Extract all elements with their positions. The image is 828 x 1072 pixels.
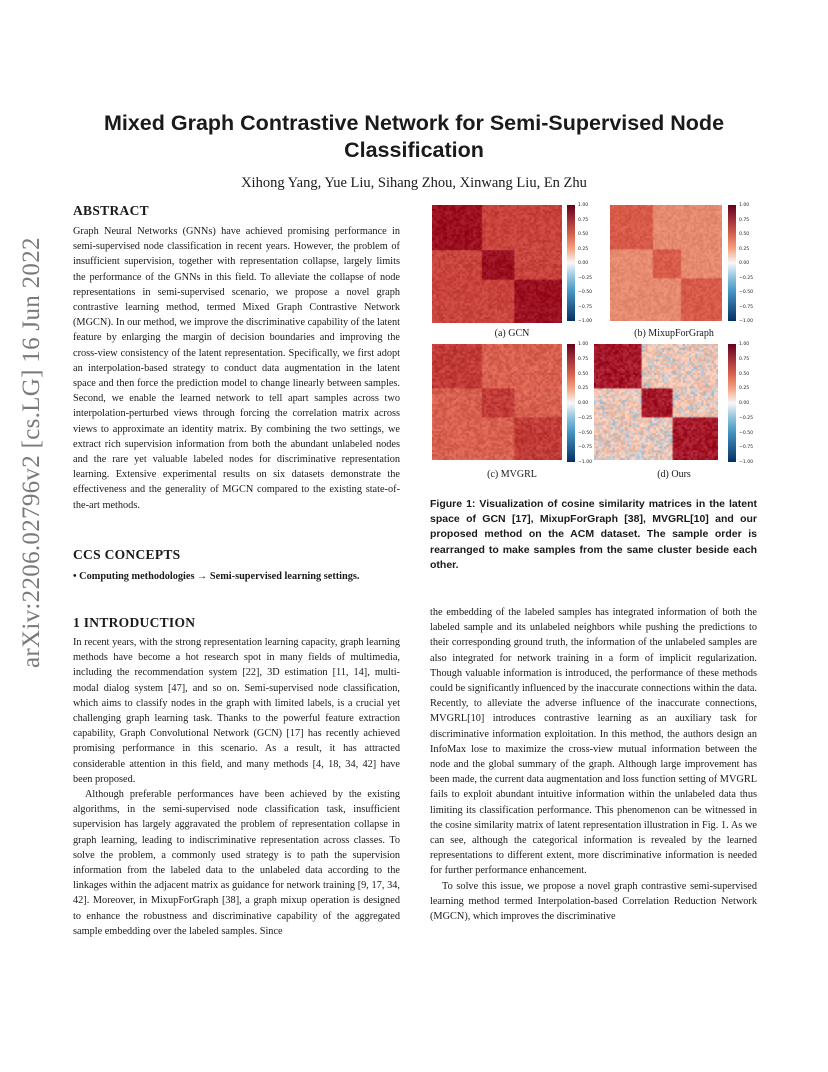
panel-label-mvgrl: (c) MVGRL — [487, 469, 537, 480]
figure-1-caption: Figure 1: Visualization of cosine similarity matrices in the latent space of GCN [17], MixupForGraph [38], MVGRL[10] and our proposed method on the ACM dataset. The sample order is rearranged to make samples from the same cluster beside each other. — [430, 498, 757, 571]
colorbar-tick: 0.00 — [739, 401, 750, 406]
paper-title: Mixed Graph Contrastive Network for Semi-Supervised Node Classification — [103, 111, 725, 162]
colorbar-tick: −0.50 — [578, 430, 593, 436]
intro-paragraph-2: Although preferable performances have been achieved by the existing algorithms, in the semi-supervised node classification task, insufficient supervision has largely aggravated the problem of representation collapse in graph learning, leading to indiscriminative representation across classes. To solve the problem, a commonly used strategy is to path the supervision information from the labeled data to the unlabeled data according to the linkages within the adjacent matrix as guidance for network training [9, 17, 34, 42]. Moreover, in MixupForGraph [38], a graph mixup operation is designed to enhance the robustness and discriminative capability of the aggregated sample embedding over the labeled samples. Since — [73, 789, 400, 937]
colorbar-tick: −0.75 — [578, 445, 593, 451]
colorbar-tick: −0.25 — [578, 415, 593, 421]
colorbar-tick: −1.00 — [578, 319, 593, 324]
abstract-heading: ABSTRACT — [73, 203, 149, 218]
colorbar-tick: 1.00 — [739, 342, 750, 347]
colorbar-tick: −0.25 — [739, 275, 754, 281]
colorbar-tick: −0.50 — [578, 290, 593, 295]
heatmap-ours — [594, 344, 718, 460]
colorbar-tick: −1.00 — [739, 460, 754, 465]
colorbar-tick: 1.00 — [739, 203, 750, 208]
colorbar-tick: 0.75 — [578, 356, 589, 362]
colorbar-ours — [728, 344, 736, 462]
colorbar-mvgrl — [567, 344, 575, 462]
colorbar-tick: −1.00 — [739, 319, 754, 324]
colorbar-gcn — [567, 205, 575, 321]
panel-label-gcn: (a) GCN — [494, 328, 530, 339]
colorbar-tick: −0.50 — [739, 430, 754, 436]
colorbar-tick: 1.00 — [578, 203, 589, 208]
colorbar-tick: −0.75 — [578, 304, 593, 310]
colorbar-tick: 0.75 — [739, 356, 750, 362]
intro-paragraph-3: the embedding of the labeled samples has integrated information of both the labeled sample and its unlabeled neighbors while pushing the predictions to their corresponding ground truth, the information of the unlabeled samples are also integrated for network training in a form of implicit regularization. Though valuable information is introduced, the performance of these methods could be significantly influenced by the inaccurate connections within the data. Recently, to alleviate the adverse influence of the inaccurate connections, MVGRL[10] introduces contrastive learning as an auxiliary task for discriminative information exploitation. In this method, the authors design an InfoMax lose to maximize the cross-view mutual information between the node and the global summary of the graph. Although large improvement has been made, the current data augmentation and loss function setting of MVGRL fails to exploit abundant intuitive information within the unlabeled data thus limiting its classification performance. This phenomenon can be witnessed in the cosine similarity matrix of latent representation illustration in Fig. 1. As we can see, although the categorical information is revealed by the learned representations to different extent, more discriminative information is needed for further performance enhancement. — [430, 607, 757, 877]
ccs-heading: CCS CONCEPTS — [73, 547, 181, 562]
colorbar-tick: 1.00 — [578, 342, 589, 347]
colorbar-tick: 0.25 — [739, 246, 750, 252]
colorbar-tick: −0.25 — [739, 415, 754, 421]
colorbar-mixupforgraph — [728, 205, 736, 321]
abstract-section — [73, 203, 400, 513]
colorbar-tick: 0.50 — [739, 232, 750, 237]
arxiv-identifier: arXiv:2206.02796v2 [cs.LG] 16 Jun 2022 — [18, 237, 45, 668]
ccs-text: • Computing methodologies → Semi-supervised learning settings. — [73, 571, 360, 582]
heatmap-mvgrl — [432, 344, 562, 460]
ccs-section — [73, 547, 400, 584]
colorbar-tick: −0.75 — [739, 445, 754, 451]
colorbar-tick: 0.00 — [739, 261, 750, 266]
colorbar-tick: 0.00 — [578, 261, 589, 266]
colorbar-tick: 0.75 — [739, 217, 750, 223]
introduction-heading: 1 INTRODUCTION — [73, 615, 196, 630]
colorbar-tick: 0.25 — [578, 386, 589, 392]
colorbar-tick: 0.25 — [578, 246, 589, 252]
introduction-section — [73, 615, 400, 939]
intro-paragraph-4: To solve this issue, we propose a novel graph contrastive semi-supervised learning method termed Interpolation-based Correlation Reduction Network (MGCN), which improves the discriminative — [430, 880, 757, 923]
heatmap-mixupforgraph — [610, 205, 722, 321]
heatmap-gcn — [432, 205, 562, 323]
colorbar-tick: 0.75 — [578, 217, 589, 223]
paper-authors: Xihong Yang, Yue Liu, Sihang Zhou, Xinwang Liu, En Zhu — [241, 175, 587, 191]
panel-label-ours: (d) Ours — [657, 469, 691, 480]
colorbar-tick: −0.50 — [739, 290, 754, 295]
colorbar-tick: −1.00 — [578, 460, 593, 465]
colorbar-tick: 0.00 — [578, 401, 589, 406]
colorbar-tick: −0.25 — [578, 275, 593, 281]
colorbar-tick: 0.50 — [578, 232, 589, 237]
introduction-continued — [430, 605, 757, 924]
colorbar-tick: 0.50 — [578, 371, 589, 377]
panel-label-mixupforgraph: (b) MixupForGraph — [634, 328, 714, 339]
colorbar-tick: −0.75 — [739, 304, 754, 310]
abstract-text: Graph Neural Networks (GNNs) have achieved promising performance in semi-supervised node classification in recent years. However, the problem of insufficient supervision, together with representation collapse, largely limits the performance of the GNNs in this field. To alleviate the collapse of node representations in semi-supervised scenario, we propose a novel graph contrastive learning method, termed Mixed Graph Contrastive Network (MGCN). In our method, we improve the discriminative capability of the latent feature by enlarging the margin of decision boundaries and improving the cross-view consistency of the latent representation. Specifically, we first adopt an interpolation-based strategy to conduct data augmentation in the latent space and then force the prediction model to change linearly between samples. Second, we enable the learned network to tell apart samples across two interpolation-perturbed views through forcing the correlation matrix across views to approximate an identity matrix. By combining the two settings, we extract rich supervision information from both the abundant unlabeled nodes and the rare yet valuable labeled nodes for discriminative representation learning. Extensive experimental results on six datasets demonstrate the effectiveness and the generality of MGCN compared to the existing state-of-the-art methods. — [73, 226, 400, 511]
intro-paragraph-1: In recent years, with the strong representation learning capacity, graph learning methods have become a hot research spot in many fields of multimedia, including the recommendation system [22], 3D estimation [11, 14], multi-modal dialog system [47], and so on. Semi-supervised node classification, which aims to classify nodes in the graph with limited labels, is a crucial yet challenging graph learning task. Thanks to the powerful feature extraction capability, Graph Convolutional Network (GCN) [17] has recently achieved promising performance in this scenario. As a result, it has attracted considerable attention in this field, and many methods [4, 18, 34, 42] have been proposed. — [73, 637, 400, 785]
colorbar-tick: 0.50 — [739, 371, 750, 377]
colorbar-tick: 0.25 — [739, 386, 750, 392]
